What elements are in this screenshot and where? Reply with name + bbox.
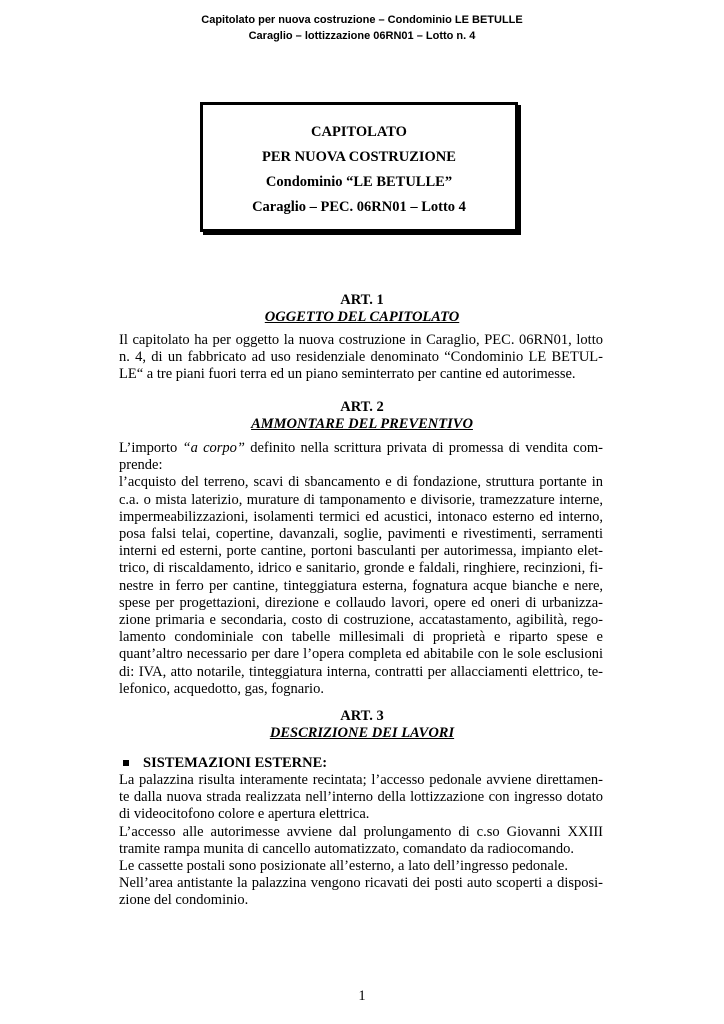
art2-line: lamento condominiale con tabelle millesimali di proprietà e riparto spese e [119, 629, 603, 646]
art2-line: nestre in ferro per cantine, tinteggiatura esterna, fognatura acque bianche e nere, [119, 577, 603, 594]
title-line-2: PER NUOVA COSTRUZIONE [262, 149, 456, 165]
art2-number: ART. 2 [340, 399, 384, 415]
art2-line: zione primaria e secondaria, costo di costruzione, accatastamento, agibilità, rego- [119, 612, 603, 629]
art1-title [0, 308, 724, 326]
art2-line: spese per progettazioni, direzione e collaudo lavori, opere ed oneri di urbanizza- [119, 594, 603, 611]
art2-line: di: IVA, atto notarile, tinteggiatura interna, contratti per allacciamenti elettrico, te- [119, 663, 603, 680]
art3-line: di videocitofono colore e apertura elettrica. [119, 806, 370, 823]
bullet-title: SISTEMAZIONI ESTERNE: [143, 755, 328, 771]
art2-title [0, 415, 724, 433]
art2-line: trico, di riscaldamento, idrico e sanitario, gronde e faldali, ringhiere, recinzioni, fi- [119, 560, 603, 577]
art3-line: zione del condominio. [119, 892, 249, 909]
art2-title-text: AMMONTARE DEL PREVENTIVO [251, 416, 473, 432]
art1-paragraph [119, 332, 603, 384]
art1-number: ART. 1 [340, 292, 384, 308]
art1-line: n. 4, di un fabbricato ad uso residenziale denominato “Condominio LE BETUL- [119, 349, 603, 366]
bullet-sistemazioni-esterne [119, 754, 327, 772]
art3-line: Le cassette postali sono posizionate all’esterno, a lato dell’ingresso pedonale. [119, 858, 568, 875]
art2-first-line-b: definito nella scrittura privata di promessa di vendita com- [244, 440, 603, 456]
art2-first-line-italic: “a corpo” [182, 440, 245, 456]
title-line-3: Condominio “LE BETULLE” [265, 174, 453, 190]
art1-title-text: OGGETTO DEL CAPITOLATO [264, 309, 460, 325]
page-number: 1 [358, 988, 366, 1004]
art2-line: prende: [119, 457, 163, 474]
art1-line: LE“ a tre piani fuori terra ed un piano seminterrato per cantine ed autorimesse. [119, 366, 576, 383]
art2-first-line [119, 440, 603, 457]
running-header-line-1: Capitolato per nuova costruzione – Condominio LE BETULLE [201, 14, 523, 26]
art2-line: interni ed esterni, porte cantine, portoni basculanti per autorimessa, impianto elet- [119, 543, 603, 560]
art2-line: quant’altro necessario per dare l’opera completa ed abitabile con le sole esclusioni [119, 646, 603, 663]
art3-number: ART. 3 [340, 708, 384, 724]
art3-line: te dalla nuova strada realizzata nell’interno della lottizzazione con ingresso dotato [119, 789, 603, 806]
art2-first-line-a: L’importo [119, 440, 183, 456]
art3-title-text: DESCRIZIONE DEI LAVORI [269, 725, 455, 741]
art3-line: Nell’area antistante la palazzina vengono ricavati dei posti auto scoperti a disposi- [119, 875, 603, 892]
art3-title [0, 724, 724, 742]
art3-line: L’accesso alle autorimesse avviene dal prolungamento di c.so Giovanni XXIII [119, 823, 603, 840]
running-header-line-2: Caraglio – lottizzazione 06RN01 – Lotto n. 4 [248, 30, 476, 42]
title-line-1: CAPITOLATO [311, 124, 407, 140]
art1-line: Il capitolato ha per oggetto la nuova costruzione in Caraglio, PEC. 06RN01, lotto [119, 332, 603, 348]
art2-line: l’acquisto del terreno, scavi di sbancamento e di fondazione, struttura portante in [119, 474, 603, 491]
square-bullet-icon [123, 760, 129, 766]
art2-paragraph [119, 440, 603, 698]
art3-line: tramite rampa munita di cancello automatizzato, comandato da radiocomando. [119, 840, 574, 857]
title-box [200, 102, 518, 232]
art2-line: posa falsi telai, copertine, davanzali, soglie, pavimenti e rivestimenti, serramenti [119, 526, 603, 543]
art2-line: impermeabilizzazioni, isolamenti termici ed acustici, intonaco esterno ed interno, [119, 508, 603, 525]
art2-line: c.a. o mista laterizio, murature di tamponamento e divisorie, tramezzature interne, [119, 491, 603, 508]
art3-line: La palazzina risulta interamente recintata; l’accesso pedonale avviene direttamen- [119, 772, 603, 788]
art2-line: lefonico, acquedotto, gas, fognario. [119, 680, 324, 697]
art3-paragraph [119, 772, 603, 910]
title-line-4: Caraglio – PEC. 06RN01 – Lotto 4 [252, 199, 466, 215]
